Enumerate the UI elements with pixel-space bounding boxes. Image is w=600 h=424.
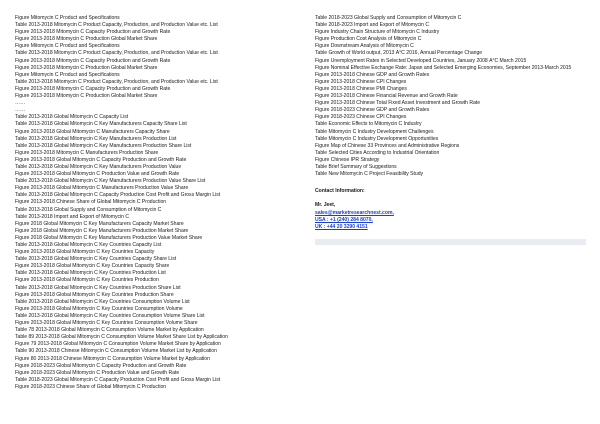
list-item: Figure 2018 Global Mitomycin C Key Manufacturers Production Market Share xyxy=(15,227,189,234)
list-item: Figure 2013-2018 Mitomycin C Capacity Production and Growth Rate xyxy=(15,57,171,64)
list-item: Figure 2013-2018 Mitomycin C Manufacturers Production Share xyxy=(15,149,159,156)
list-item: Table New Mitomycin C Project Feasibility Study xyxy=(315,171,424,178)
contact-uk-phone-link[interactable]: UK : +44 20 3290 4151 xyxy=(315,223,368,230)
spacer xyxy=(315,178,587,185)
list-item: Figure 2013-2018 Global Mitomycin C Key Countries Consumption Volume Share xyxy=(15,320,198,327)
contact-email-link[interactable]: sales@marketresearchnest.com, xyxy=(315,209,394,216)
list-item: Figure Mitomycin C Product and Specifications xyxy=(15,43,120,50)
list-item: Table 2013-2018 Mitomycin C Product Capacity, Production, and Production Value etc. List xyxy=(15,22,218,29)
list-item: Figure Downstream Analysis of Mitomycin C xyxy=(315,43,414,50)
list-item: Table 2013-2018 Global Mitomycin C Capacity List xyxy=(15,114,129,121)
contact-name: Mr. Jeet, xyxy=(315,202,336,209)
right-column xyxy=(315,15,587,245)
list-item: Table 2013-2018 Import and Export of Mitomycin C xyxy=(15,213,129,220)
list-item: Figure 2018 Global Mitomycin C Key Manufacturers Capacity Market Share xyxy=(15,220,184,227)
list-item: Table 2013-2018 Global Mitomycin C Key Manufacturers Production Share List xyxy=(15,142,192,149)
list-item: Figure 2013-2018 Chinese PMI Changes xyxy=(315,85,407,92)
list-item: Table 2018-2023 Global Mitomycin C Capacity Production Cost Profit and Gross Margin List xyxy=(15,376,221,383)
list-item: …… xyxy=(15,100,26,107)
list-item: Table 2013-2018 Global Mitomycin C Key Countries Production List xyxy=(15,270,166,277)
list-item: Table 78 2013-2018 Global Mitomycin C Consumption Volume Market by Application xyxy=(15,327,204,334)
contact-title: Contact Information: xyxy=(315,188,365,195)
list-item: Figure 79 2013-2018 Global Mitomycin C Consumption Volume Market Share by Application xyxy=(15,341,221,348)
list-item: Table 2013-2018 Global Mitomycin C Key Countries Consumption Volume Share List xyxy=(15,312,205,319)
list-item: Figure Map of Chinese 33 Provinces and Administrative Regions xyxy=(315,142,460,149)
list-item: Table 2013-2018 Mitomycin C Product Capacity, Production, and Production Value etc. List xyxy=(15,78,218,85)
list-item: Table Mitomycin C Industry Development Opportunities xyxy=(315,135,439,142)
list-item: Table 2013-2018 Global Mitomycin C Key Countries Capacity Share List xyxy=(15,256,177,263)
list-item: Figure 2013-2018 Global Mitomycin C Manufacturers Capacity Share xyxy=(15,128,170,135)
list-item: Table 2013-2018 Global Mitomycin C Key Countries Production Share List xyxy=(15,284,181,291)
list-item: Figure 2013-2018 Mitomycin C Capacity Production and Growth Rate xyxy=(15,29,171,36)
list-item: Table 2013-2018 Global Supply and Consumption of Mitomycin C xyxy=(15,206,162,213)
list-item: Table Brief Summary of Suggestions xyxy=(315,163,397,170)
list-item: Figure Mitomycin C Product and Specifications xyxy=(15,15,120,21)
list-item: Figure 2013-2018 Mitomycin C Capacity Production and Growth Rate xyxy=(15,85,171,92)
list-item: Table 2013-2018 Global Mitomycin C Key Countries Consumption Volume List xyxy=(15,298,190,305)
left-column xyxy=(15,15,305,391)
list-item: Table 2013-2018 Global Mitomycin C Capacity Production Cost Profit and Gross Margin List xyxy=(15,192,221,199)
list-item: Table 2018-2023 Import and Export of Mitomycin C xyxy=(315,22,429,29)
list-item: Table 2013-2018 Global Mitomycin C Key Countries Capacity List xyxy=(15,242,162,248)
list-item: Table 2013-2018 Global Mitomycin C Key Manufacturers Production List xyxy=(15,135,177,142)
list-item: Figure Chinese IPR Strategy xyxy=(315,156,380,163)
divider-bar xyxy=(315,239,586,245)
list-item: Table 2013-2018 Global Mitomycin C Key Manufacturers Capacity Share List xyxy=(15,121,187,128)
list-item: Table 2013-2018 Mitomycin C Product Capacity, Production, and Production Value etc. List xyxy=(15,50,218,57)
list-item: Table 2018-2023 Global Supply and Consumption of Mitomycin C xyxy=(315,15,462,21)
list-item: Table 2013-2018 Global Mitomycin C Key Manufacturers Production Value Share List xyxy=(15,178,206,185)
list-item: Figure 2013-2018 Global Mitomycin C Key Countries Production xyxy=(15,277,159,284)
list-item: Figure 2013-2018 Global Mitomycin C Production Value and Growth Rate xyxy=(15,171,180,178)
list-item: Figure 2013-2018 Chinese CPI Changes xyxy=(315,78,407,85)
list-item: Figure 2018-2023 Chinese Share of Global Mitomycin C Production xyxy=(15,383,167,390)
list-item: Figure 2013-2018 Global Mitomycin C Key Countries Consumption Volume xyxy=(15,305,183,312)
list-item: Figure 2013-2018 Global Mitomycin C Key Countries Capacity xyxy=(15,249,155,256)
list-item: Figure Production Cost Analysis of Mitomycin C xyxy=(315,36,422,43)
list-item: Figure 2013-2018 Global Mitomycin C Key Countries Capacity Share xyxy=(15,263,170,270)
list-item: Figure Mitomycin C Product and Specifications xyxy=(15,71,120,78)
list-item: Figure 2013-2018 Mitomycin C Production Global Market Share xyxy=(15,93,158,100)
list-item: Figure 2018-2023 Global Mitomycin C Capacity Production and Growth Rate xyxy=(15,362,187,369)
list-item: Figure 2018-2023 Global Mitomycin C Production Value and Growth Rate xyxy=(15,369,180,376)
list-item: …… xyxy=(15,107,26,114)
list-item: Figure 80 2013-2018 Chinese Mitomycin C Consumption Volume Market by Application xyxy=(15,355,210,362)
contact-usa-phone-link[interactable]: USA : +1 (240) 284 8070, xyxy=(315,216,373,223)
list-item: Table Economic Effects to Mitomycin C Industry xyxy=(315,121,422,128)
list-item: Figure Unemployment Rates in Selected Developed Countries, January 2008 Â°C March 2015 xyxy=(315,57,527,64)
list-item: Table Growth of World output, 2013 Â°C 2016, Annual Percentage Change xyxy=(315,50,483,57)
list-item: Table 2013-2018 Global Mitomycin C Key Manufacturers Production Value xyxy=(15,163,182,170)
list-item: Figure Industry Chain Structure of Mitomycin C Industry xyxy=(315,29,440,36)
list-item: Figure 2013-2018 Global Mitomycin C Manufacturers Production Value Share xyxy=(15,185,189,192)
list-item: Figure 2013-2018 Global Mitomycin C Capacity Production and Growth Rate xyxy=(15,156,187,163)
list-item: Figure 2013-2018 Chinese GDP and Growth Rates xyxy=(315,71,430,78)
spacer xyxy=(315,195,587,202)
list-item: Figure 2013-2018 Mitomycin C Production Global Market Share xyxy=(15,64,158,71)
list-item: Figure 2013-2018 Chinese Total Fixed Asset Investment and Growth Rate xyxy=(315,100,481,107)
list-item: Table Selected Cities According to Industrial Orientation xyxy=(315,149,440,156)
list-item: Figure 2018 Global Mitomycin C Key Manufacturers Production Value Market Share xyxy=(15,234,203,241)
right-figure-list xyxy=(315,15,587,178)
list-item: Figure 2013-2018 Global Mitomycin C Key Countries Production Share xyxy=(15,291,174,298)
list-item: Figure 2013-2018 Mitomycin C Production Global Market Share xyxy=(15,36,158,43)
list-item: Figure 2018-2023 Chinese CPI Changes xyxy=(315,114,407,121)
list-item: Figure Nominal Effective Exchange Rate: Japan and Selected Emerging Economies, September 2013-March 2015 xyxy=(315,64,572,71)
list-item: Table 90 2013-2018 Chinese Mitomycin C Consumption Volume Market List by Application xyxy=(15,348,217,355)
list-item: Table 89 2013-2018 Global Mitomycin C Consumption Volume Market Share List by Application xyxy=(15,334,228,341)
list-item: Table Mitomycin C Industry Development Challenges xyxy=(315,128,434,135)
list-item: Figure 2018-2023 Chinese GDP and Growth Rates xyxy=(315,107,430,114)
list-item: Figure 2013-2018 Chinese Share of Global Mitomycin C Production xyxy=(15,199,167,206)
list-item: Figure 2013-2018 Chinese Financial Revenue and Growth Rate xyxy=(315,93,458,100)
